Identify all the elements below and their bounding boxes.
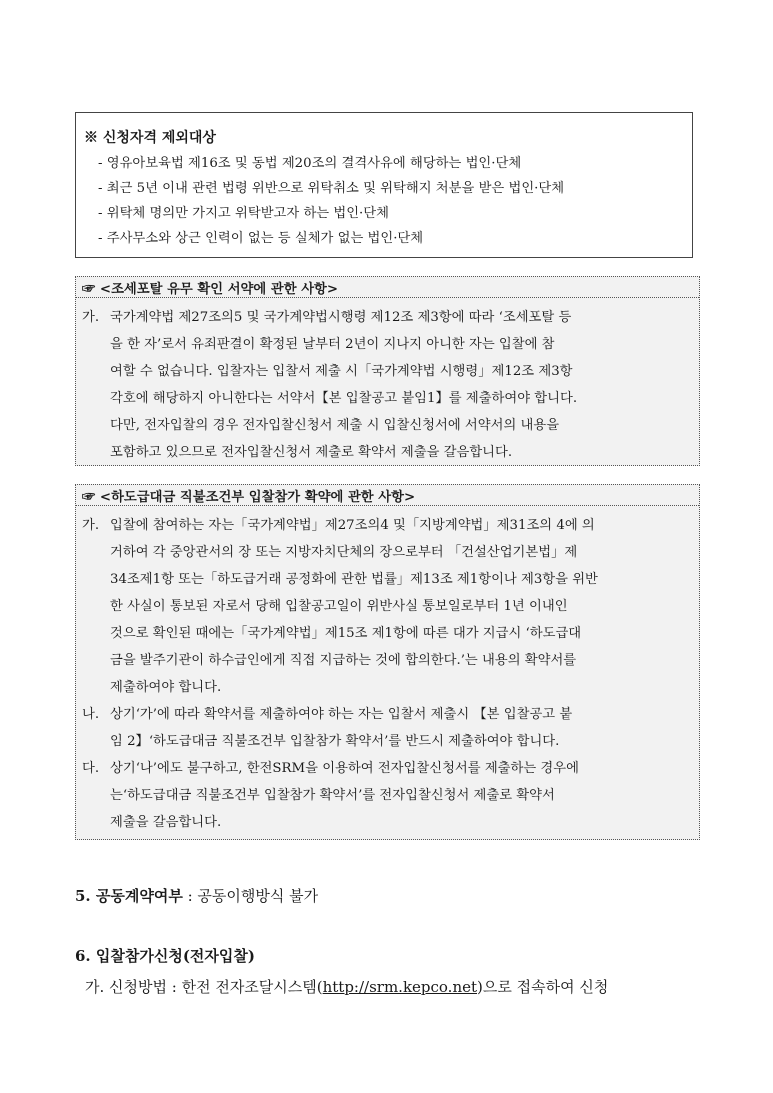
- paragraph-line: 상기‘나’에도 불구하고, 한전SRM을 이용하여 전자입찰신청서를 제출하는 경우에: [110, 761, 579, 776]
- paragraph-line: 금을 발주기관이 하수급인에게 직접 지급하는 것에 합의한다.’는 내용의 확약서를: [110, 653, 577, 668]
- exclusion-title: ※ 신청자격 제외대상: [84, 130, 216, 146]
- paragraph-line: 여할 수 없습니다. 입찰자는 입찰서 제출 시「국가계약법 시행령」제12조 제3항: [110, 364, 573, 379]
- paragraph-line: 한 사실이 통보된 자로서 당해 입찰공고일이 위반사실 통보일로부터 1년 이내인: [110, 599, 568, 614]
- item-marker: 가.: [82, 518, 100, 533]
- section-6-item-label: 가. 신청방법 : 한전 전자조달시스템(: [85, 978, 323, 996]
- subcontract-pledge-heading: ☞ <하도급대금 직불조건부 입찰참가 확약에 관한 사항>: [76, 485, 699, 506]
- tax-pledge-heading: ☞ <조세포탈 유무 확인 서약에 관한 사항>: [76, 277, 699, 298]
- exclusion-item: - 최근 5년 이내 관련 법령 위반으로 위탁취소 및 위탁해지 처분을 받은 법인·단체: [98, 181, 565, 196]
- paragraph-line: 입찰에 참여하는 자는「국가계약법」제27조의4 및「지방계약법」제31조의 4에 의: [110, 518, 595, 533]
- exclusion-item: - 주사무소와 상근 인력이 없는 등 실체가 없는 법인·단체: [98, 231, 424, 246]
- section-6-item: [85, 976, 608, 997]
- section-5: [75, 885, 318, 906]
- paragraph-line: 다만, 전자입찰의 경우 전자입찰신청서 제출 시 입찰신청서에 서약서의 내용을: [110, 418, 560, 433]
- paragraph-line: 제출을 갈음합니다.: [110, 815, 222, 830]
- srm-link[interactable]: http://srm.kepco.net: [322, 978, 478, 996]
- exclusion-box: [75, 112, 693, 258]
- subcontract-pledge-box: [75, 484, 700, 840]
- paragraph-line: 을 한 자’로서 유죄판결이 확정된 날부터 2년이 지나지 아니한 자는 입찰에 참: [110, 337, 555, 352]
- paragraph-line: 는‘하도급대금 직불조건부 입찰참가 확약서’를 전자입찰신청서 제출로 확약서: [110, 788, 555, 803]
- item-marker: 다.: [82, 761, 100, 776]
- paragraph-line: 임 2】‘하도급대금 직불조건부 입찰참가 확약서’를 반드시 제출하여야 합니다.: [110, 734, 560, 749]
- paragraph-line: 상기‘가’에 따라 확약서를 제출하여야 하는 자는 입찰서 제출시 【본 입찰공고 붙: [110, 707, 573, 722]
- tax-pledge-box: [75, 276, 700, 466]
- section-6: [75, 945, 255, 966]
- item-marker: 가.: [82, 310, 100, 325]
- paragraph-line: 국가계약법 제27조의5 및 국가계약법시행령 제12조 제3항에 따라 ‘조세포탈 등: [110, 310, 572, 325]
- section-5-value: : 공동이행방식 불가: [182, 887, 319, 905]
- paragraph-line: 거하여 각 중앙관서의 장 또는 지방자치단체의 장으로부터 「건설산업기본법」제: [110, 545, 578, 560]
- paragraph-line: 34조제1항 또는「하도급거래 공정화에 관한 법률」제13조 제1항이나 제3항을 위반: [110, 572, 598, 587]
- paragraph-line: 각호에 해당하지 아니한다는 서약서【본 입찰공고 붙임1】를 제출하여야 합니다.: [110, 391, 578, 406]
- section-6-title: 6. 입찰참가신청(전자입찰): [75, 947, 255, 965]
- item-marker: 나.: [82, 707, 100, 722]
- paragraph-line: 제출하여야 합니다.: [110, 680, 222, 695]
- exclusion-item: - 위탁체 명의만 가지고 위탁받고자 하는 법인·단체: [98, 206, 389, 221]
- section-5-title: 5. 공동계약여부: [75, 887, 183, 905]
- paragraph-line: 것으로 확인된 때에는「국가계약법」제15조 제1항에 따른 대가 지급시 ‘하도급대: [110, 626, 582, 641]
- section-6-item-suffix: )으로 접속하여 신청: [477, 978, 609, 996]
- exclusion-item: - 영유아보육법 제16조 및 동법 제20조의 결격사유에 해당하는 법인·단체: [98, 156, 522, 171]
- paragraph-line: 포함하고 있으므로 전자입찰신청서 제출로 확약서 제출을 갈음합니다.: [110, 445, 513, 460]
